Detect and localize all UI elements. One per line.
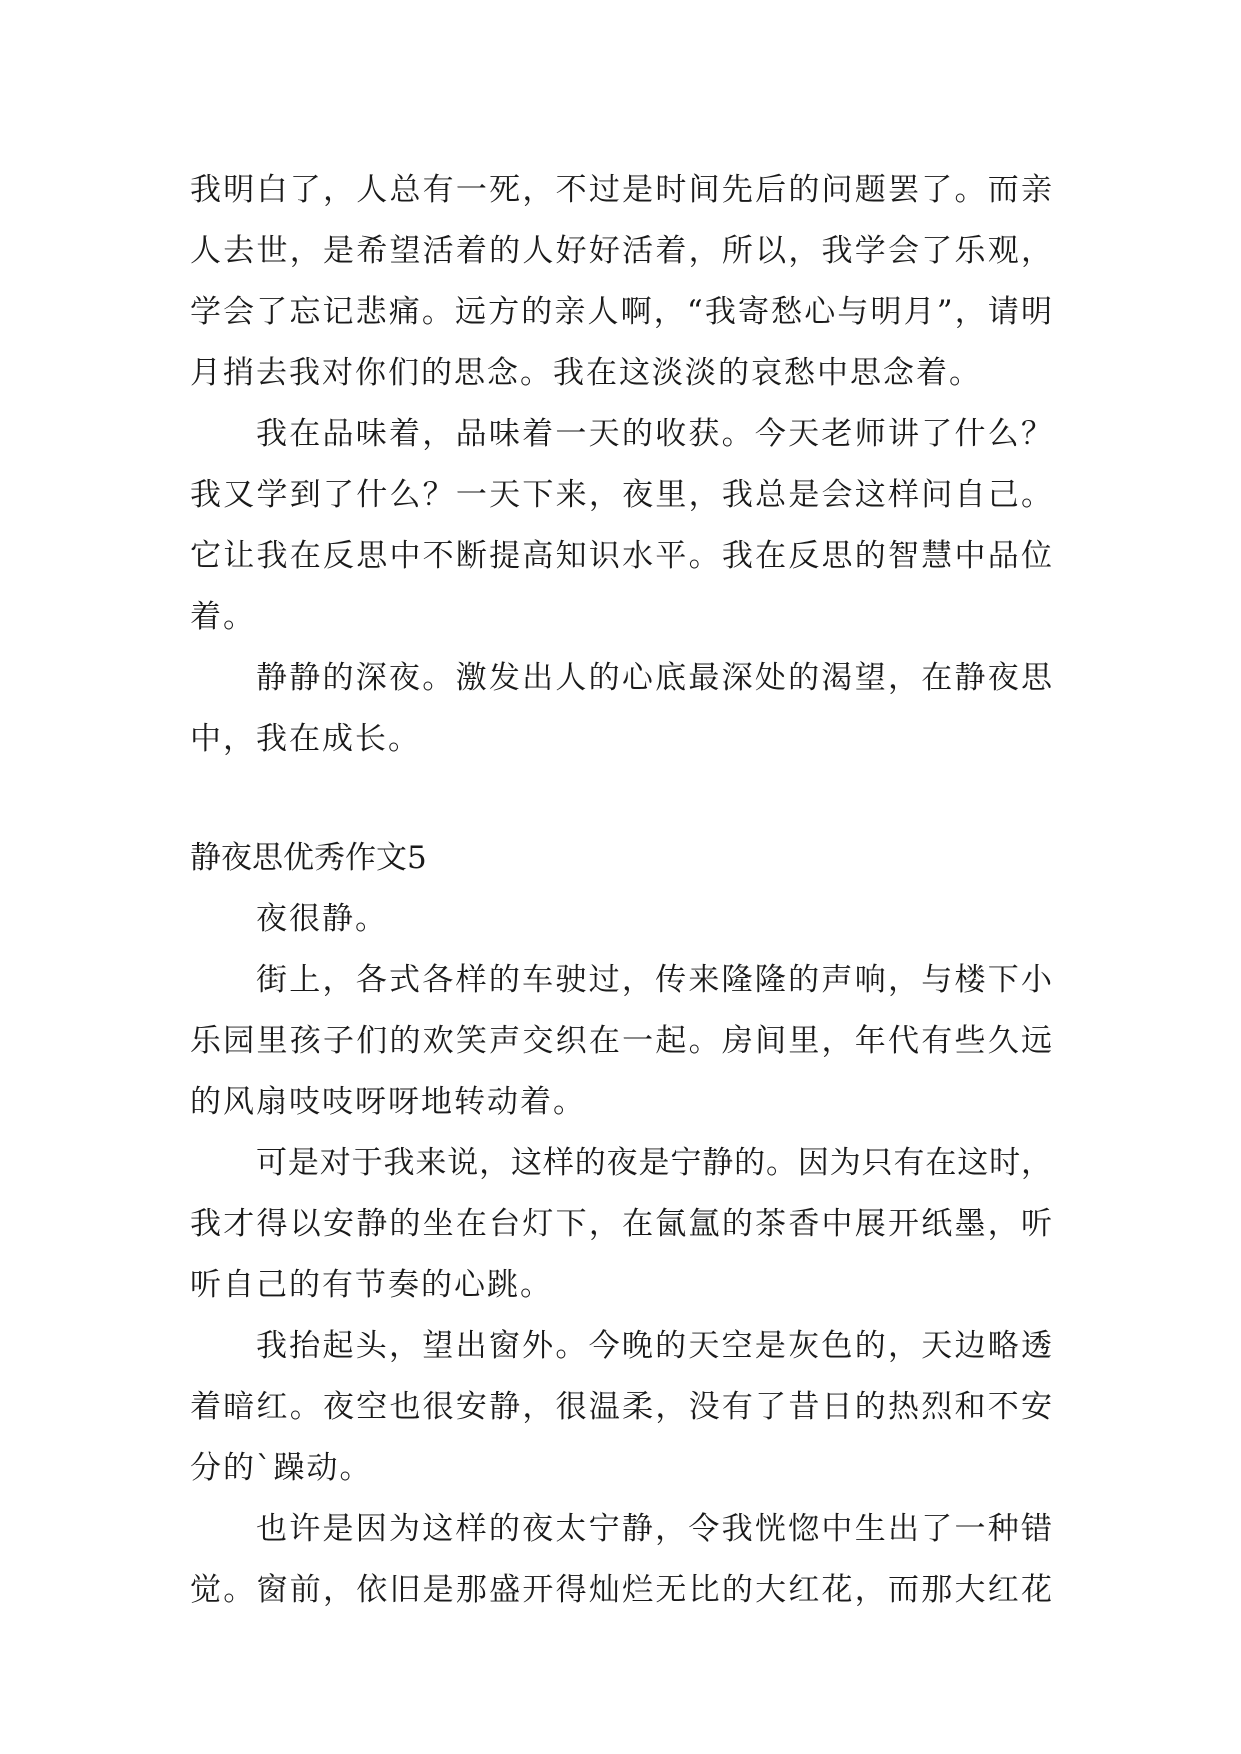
paragraph <box>190 160 1052 404</box>
text-line: 静静的深夜。激发出人的心底最深处的渴望，在静夜思 <box>256 660 1052 696</box>
text-line: 它让我在反思中不断提高知识水平。我在反思的智慧中品位 <box>190 538 1052 574</box>
paragraph <box>190 404 1052 648</box>
section-spacer <box>190 770 1052 828</box>
document-page <box>190 160 1052 1621</box>
text-line: 也许是因为这样的夜太宁静，令我恍惚中生出了一种错 <box>256 1511 1052 1547</box>
paragraph <box>190 1499 1052 1621</box>
text-line: 着暗红。夜空也很安静，很温柔，没有了昔日的热烈和不安 <box>190 1389 1052 1425</box>
text-line: 中，我在成长。 <box>190 721 421 757</box>
text-line: 我抬起头，望出窗外。今晚的天空是灰色的，天边略透 <box>256 1328 1052 1364</box>
text-line: 街上，各式各样的车驶过，传来隆隆的声响，与楼下小 <box>256 962 1052 998</box>
section-heading: 静夜思优秀作文5 <box>190 840 427 876</box>
text-line: 觉。窗前，依旧是那盛开得灿烂无比的大红花，而那大红花 <box>190 1572 1052 1608</box>
text-line: 人去世，是希望活着的人好好活着，所以，我学会了乐观， <box>190 233 1052 269</box>
text-line: 我又学到了什么？一天下来，夜里，我总是会这样问自己。 <box>190 477 1052 513</box>
text-line: 可是对于我来说，这样的夜是宁静的。因为只有在这时， <box>256 1145 1052 1181</box>
text-line: 夜很静。 <box>256 901 388 937</box>
text-line: 我才得以安静的坐在台灯下，在氤氲的茶香中展开纸墨，听 <box>190 1206 1052 1242</box>
text-line: 我在品味着，品味着一天的收获。今天老师讲了什么？ <box>256 416 1052 452</box>
paragraph <box>190 1133 1052 1316</box>
paragraph <box>190 950 1052 1133</box>
paragraph <box>190 648 1052 770</box>
text-line: 的风扇吱吱呀呀地转动着。 <box>190 1084 586 1120</box>
text-line: 乐园里孩子们的欢笑声交织在一起。房间里，年代有些久远 <box>190 1023 1052 1059</box>
text-line: 听自己的有节奏的心跳。 <box>190 1267 553 1303</box>
text-line: 着。 <box>190 599 256 635</box>
text-line: 我明白了，人总有一死，不过是时间先后的问题罢了。而亲 <box>190 172 1052 208</box>
paragraph <box>190 1316 1052 1499</box>
text-line: 学会了忘记悲痛。远方的亲人啊，“我寄愁心与明月”，请明 <box>190 294 1052 330</box>
text-line: 分的`躁动。 <box>190 1450 373 1486</box>
text-line: 月捎去我对你们的思念。我在这淡淡的哀愁中思念着。 <box>190 355 982 391</box>
paragraph <box>190 889 1052 950</box>
